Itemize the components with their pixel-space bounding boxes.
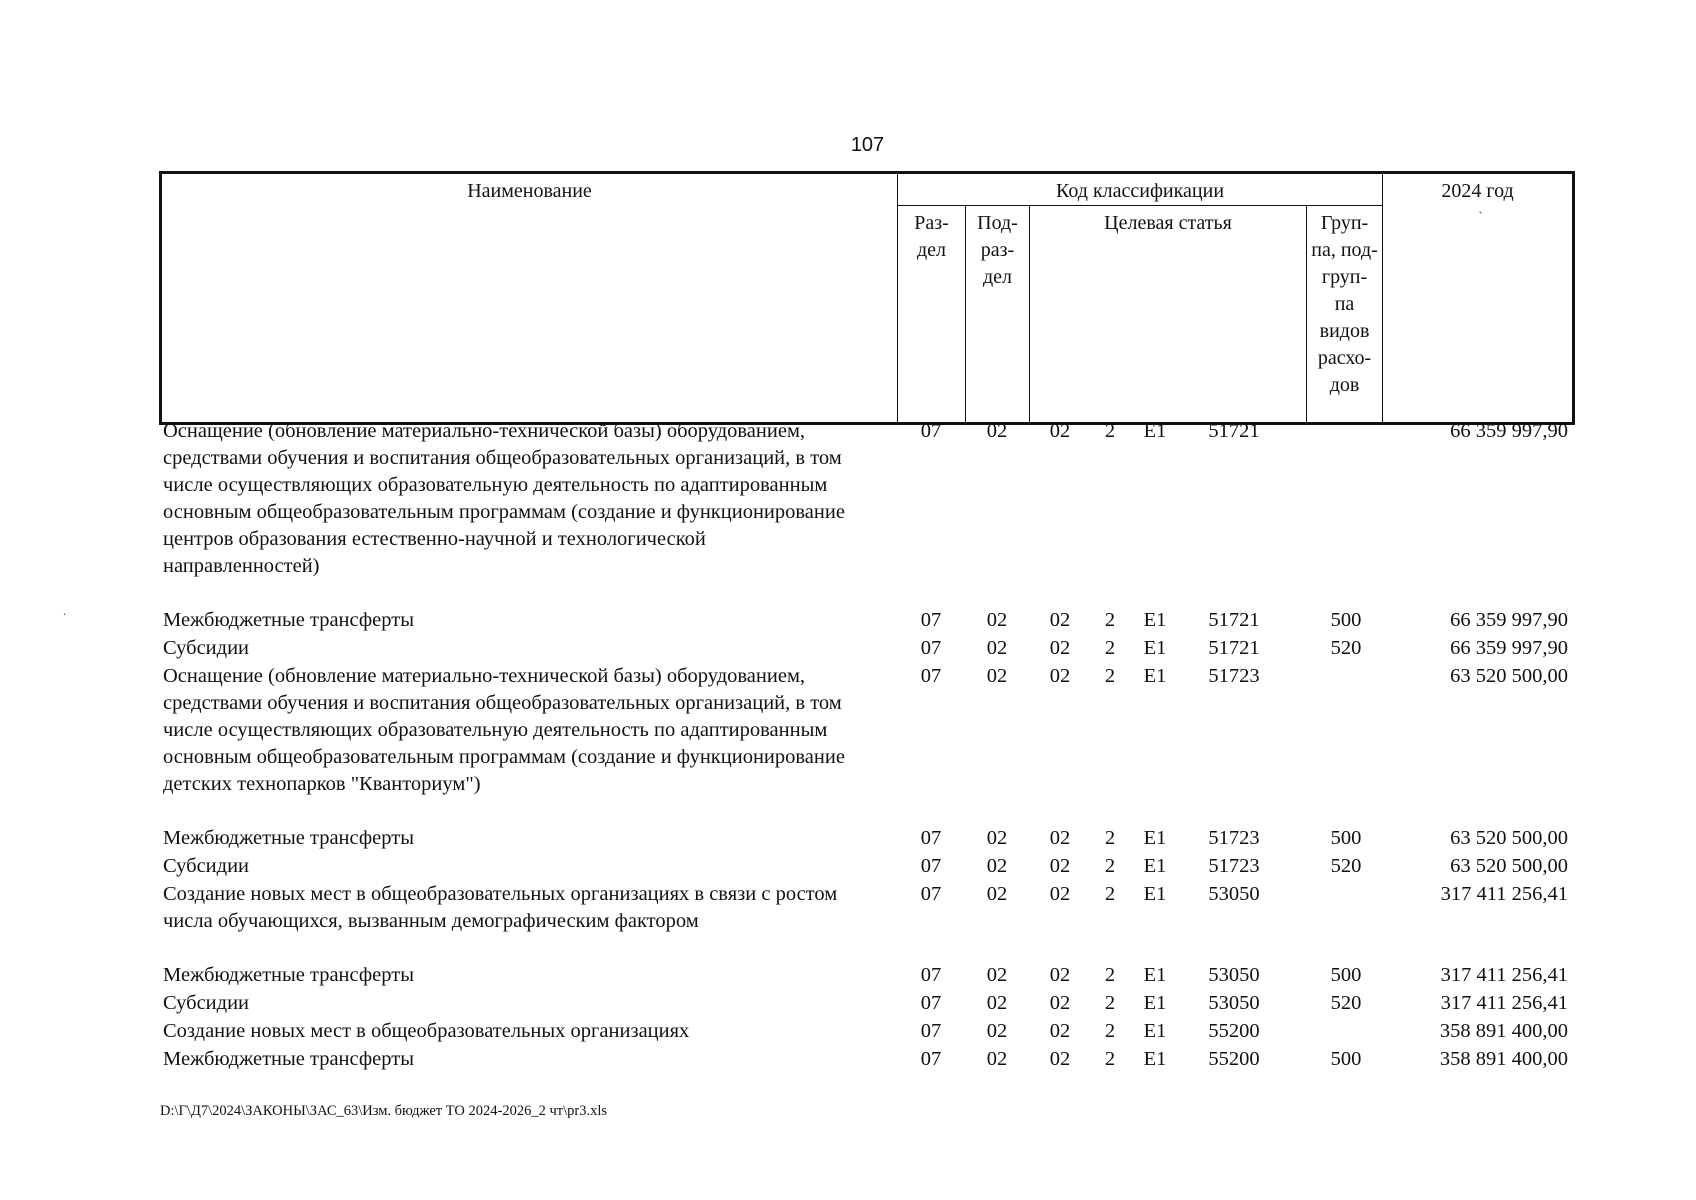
row-amount: 358 891 400,00 bbox=[1439, 1048, 1568, 1070]
row-expense-group: 500 bbox=[1330, 964, 1362, 986]
table-header bbox=[159, 171, 1575, 425]
row-name bbox=[159, 1018, 898, 1046]
row-amount: 66 359 997,90 bbox=[1450, 609, 1568, 631]
row-name-line: числе осуществляющих образовательную деятельность по адаптированным bbox=[163, 719, 828, 741]
row-expense-group bbox=[1308, 663, 1384, 825]
row-expense-group bbox=[1308, 1018, 1384, 1046]
row-name bbox=[159, 853, 898, 881]
row-target-part-2: 2 bbox=[1104, 827, 1116, 849]
row-name-line: числа обучающихся, вызванным демографическим фактором bbox=[163, 910, 699, 932]
row-target-part-4: 53050 bbox=[1208, 883, 1260, 905]
row-subsection: 02 bbox=[986, 883, 1008, 905]
row-section: 07 bbox=[920, 637, 942, 659]
row-target-part-2: 2 bbox=[1104, 665, 1116, 687]
row-name bbox=[159, 663, 898, 825]
row-target-part-2: 2 bbox=[1104, 420, 1116, 442]
row-amount: 358 891 400,00 bbox=[1439, 1020, 1568, 1042]
row-target-part-4: 51721 bbox=[1208, 420, 1260, 442]
row-section: 07 bbox=[920, 964, 942, 986]
header-expense-group-line-7: дов bbox=[1329, 374, 1360, 396]
row-target-part-4: 53050 bbox=[1208, 992, 1260, 1014]
header-subsection-column bbox=[966, 206, 1030, 424]
row-target-part-3: E1 bbox=[1143, 1020, 1167, 1042]
header-section-line-1: Раз- bbox=[914, 212, 949, 234]
row-target-part-1: 02 bbox=[1049, 609, 1071, 631]
row-target-part-2: 2 bbox=[1104, 883, 1116, 905]
row-subsection: 02 bbox=[986, 992, 1008, 1014]
row-name-line: Субсидии bbox=[163, 637, 250, 659]
row-expense-group: 520 bbox=[1330, 855, 1362, 877]
row-section: 07 bbox=[920, 992, 942, 1014]
row-name-line: Межбюджетные трансферты bbox=[163, 827, 414, 849]
row-target-part-1: 02 bbox=[1049, 827, 1071, 849]
row-target-part-3: E1 bbox=[1143, 992, 1167, 1014]
row-target-part-3: E1 bbox=[1143, 420, 1167, 442]
row-target-part-4: 51721 bbox=[1208, 609, 1260, 631]
row-section: 07 bbox=[920, 883, 942, 905]
header-expense-group-line-1: Груп- bbox=[1320, 212, 1369, 234]
row-target-part-2: 2 bbox=[1104, 992, 1116, 1014]
table-row bbox=[159, 990, 1572, 1018]
header-year-column bbox=[1383, 173, 1574, 424]
row-target-part-1: 02 bbox=[1049, 420, 1071, 442]
header-subsection-line-1: Под- bbox=[977, 212, 1018, 234]
row-section: 07 bbox=[920, 827, 942, 849]
row-target-part-1: 02 bbox=[1049, 992, 1071, 1014]
table-row bbox=[159, 881, 1572, 962]
header-year-mark: ` bbox=[1478, 209, 1483, 223]
row-expense-group bbox=[1308, 418, 1384, 607]
table-row bbox=[159, 853, 1572, 881]
row-section: 07 bbox=[920, 855, 942, 877]
row-name bbox=[159, 825, 898, 853]
table-row bbox=[159, 962, 1572, 990]
row-name-line: Создание новых мест в общеобразовательных организациях в связи с ростом bbox=[163, 883, 838, 905]
row-target-part-2: 2 bbox=[1104, 855, 1116, 877]
row-expense-group: 520 bbox=[1330, 992, 1362, 1014]
row-expense-group: 500 bbox=[1330, 827, 1362, 849]
row-amount: 66 359 997,90 bbox=[1450, 420, 1568, 442]
row-target-part-3: E1 bbox=[1143, 827, 1167, 849]
row-expense-group: 500 bbox=[1330, 609, 1362, 631]
row-target-part-1: 02 bbox=[1049, 964, 1071, 986]
footer-file-path: D:\Г\Д7\2024\ЗАКОНЫ\ЗАС_63\Изм. бюджет ТО 2024-2026_2 чт\pr3.xls bbox=[160, 1103, 608, 1119]
header-code-group: Код классификации bbox=[898, 173, 1383, 206]
header-expense-group-column bbox=[1307, 206, 1383, 424]
row-target-part-1: 02 bbox=[1049, 665, 1071, 687]
row-name bbox=[159, 635, 898, 663]
row-name bbox=[159, 990, 898, 1018]
header-subsection-line-3: дел bbox=[982, 266, 1013, 288]
row-subsection: 02 bbox=[986, 1020, 1008, 1042]
row-target-part-1: 02 bbox=[1049, 883, 1071, 905]
row-amount: 317 411 256,41 bbox=[1440, 964, 1568, 986]
row-target-part-3: E1 bbox=[1143, 964, 1167, 986]
table-row bbox=[159, 825, 1572, 853]
table-row bbox=[159, 418, 1572, 607]
row-name-line: Межбюджетные трансферты bbox=[163, 964, 414, 986]
row-target-part-1: 02 bbox=[1049, 637, 1071, 659]
row-subsection: 02 bbox=[986, 1048, 1008, 1070]
header-section-line-2: дел bbox=[916, 239, 947, 261]
row-amount: 66 359 997,90 bbox=[1450, 637, 1568, 659]
row-name bbox=[159, 607, 898, 635]
row-name bbox=[159, 418, 898, 607]
row-target-part-3: E1 bbox=[1143, 665, 1167, 687]
row-name-line: основным общеобразовательным программам (создание и функционирование bbox=[163, 501, 845, 523]
row-amount: 63 520 500,00 bbox=[1450, 665, 1568, 687]
page-number: 107 bbox=[850, 134, 885, 156]
row-section: 07 bbox=[920, 609, 942, 631]
row-name bbox=[159, 1046, 898, 1074]
header-expense-group-line-2: па, под- bbox=[1311, 239, 1378, 261]
row-target-part-4: 51723 bbox=[1208, 827, 1260, 849]
row-name-line: Межбюджетные трансферты bbox=[163, 609, 414, 631]
row-name-line: Субсидии bbox=[163, 855, 250, 877]
row-target-part-4: 55200 bbox=[1208, 1048, 1260, 1070]
row-expense-group: 520 bbox=[1330, 637, 1362, 659]
row-name-line: Оснащение (обновление материально-технической базы) оборудованием, bbox=[163, 420, 806, 442]
row-target-part-3: E1 bbox=[1143, 637, 1167, 659]
row-subsection: 02 bbox=[986, 827, 1008, 849]
header-section-column bbox=[898, 206, 966, 424]
row-target-part-4: 53050 bbox=[1208, 964, 1260, 986]
row-target-part-1: 02 bbox=[1049, 1048, 1071, 1070]
row-subsection: 02 bbox=[986, 637, 1008, 659]
row-name-line: направленностей) bbox=[163, 555, 320, 577]
table-row bbox=[159, 607, 1572, 635]
row-target-part-3: E1 bbox=[1143, 883, 1167, 905]
budget-table-body bbox=[159, 418, 1572, 1074]
row-target-part-2: 2 bbox=[1104, 1048, 1116, 1070]
row-target-part-1: 02 bbox=[1049, 855, 1071, 877]
row-target-part-4: 51721 bbox=[1208, 637, 1260, 659]
row-name-line: Субсидии bbox=[163, 992, 250, 1014]
row-name-line: средствами обучения и воспитания общеобразовательных организаций, в том bbox=[163, 692, 842, 714]
row-target-part-3: E1 bbox=[1143, 855, 1167, 877]
header-year-label: 2024 год bbox=[1441, 180, 1514, 202]
table-row bbox=[159, 663, 1572, 825]
header-expense-group-line-6: расхо- bbox=[1317, 347, 1372, 369]
row-name-line: средствами обучения и воспитания общеобразовательных организаций, в том bbox=[163, 447, 842, 469]
header-expense-group-line-4: па bbox=[1334, 293, 1355, 315]
header-subsection-line-2: раз- bbox=[980, 239, 1015, 261]
row-subsection: 02 bbox=[986, 665, 1008, 687]
row-name-line: Создание новых мест в общеобразовательных организациях bbox=[163, 1020, 690, 1042]
row-expense-group: 500 bbox=[1330, 1048, 1362, 1070]
row-amount: 317 411 256,41 bbox=[1440, 992, 1568, 1014]
row-target-part-1: 02 bbox=[1049, 1020, 1071, 1042]
row-subsection: 02 bbox=[986, 855, 1008, 877]
row-target-part-4: 55200 bbox=[1208, 1020, 1260, 1042]
table-row bbox=[159, 635, 1572, 663]
row-section: 07 bbox=[920, 665, 942, 687]
row-subsection: 02 bbox=[986, 420, 1008, 442]
stray-mark: . bbox=[63, 604, 66, 618]
row-name-line: Межбюджетные трансферты bbox=[163, 1048, 414, 1070]
row-name-line: центров образования естественно-научной и технологической bbox=[163, 528, 706, 550]
header-expense-group-line-5: видов bbox=[1319, 320, 1370, 342]
header-target-article-column: Целевая статья bbox=[1030, 206, 1307, 424]
row-target-part-3: E1 bbox=[1143, 609, 1167, 631]
row-section: 07 bbox=[920, 1048, 942, 1070]
row-subsection: 02 bbox=[986, 964, 1008, 986]
row-name-line: основным общеобразовательным программам (создание и функционирование bbox=[163, 746, 845, 768]
row-target-part-2: 2 bbox=[1104, 609, 1116, 631]
row-section: 07 bbox=[920, 420, 942, 442]
row-amount: 63 520 500,00 bbox=[1450, 855, 1568, 877]
row-subsection: 02 bbox=[986, 609, 1008, 631]
header-expense-group-line-3: груп- bbox=[1321, 266, 1368, 288]
row-name-line: детских технопарков "Кванториум") bbox=[163, 773, 481, 795]
row-name bbox=[159, 962, 898, 990]
row-amount: 63 520 500,00 bbox=[1450, 827, 1568, 849]
row-target-part-3: E1 bbox=[1143, 1048, 1167, 1070]
row-name-line: Оснащение (обновление материально-технической базы) оборудованием, bbox=[163, 665, 806, 687]
table-row bbox=[159, 1018, 1572, 1046]
row-section: 07 bbox=[920, 1020, 942, 1042]
header-name-column: Наименование bbox=[161, 173, 898, 424]
table-row bbox=[159, 1046, 1572, 1074]
row-target-part-4: 51723 bbox=[1208, 855, 1260, 877]
row-target-part-4: 51723 bbox=[1208, 665, 1260, 687]
row-name-line: числе осуществляющих образовательную деятельность по адаптированным bbox=[163, 474, 828, 496]
row-target-part-2: 2 bbox=[1104, 637, 1116, 659]
row-name bbox=[159, 881, 898, 962]
row-target-part-2: 2 bbox=[1104, 1020, 1116, 1042]
row-target-part-2: 2 bbox=[1104, 964, 1116, 986]
row-expense-group bbox=[1308, 881, 1384, 962]
row-amount: 317 411 256,41 bbox=[1440, 883, 1568, 905]
